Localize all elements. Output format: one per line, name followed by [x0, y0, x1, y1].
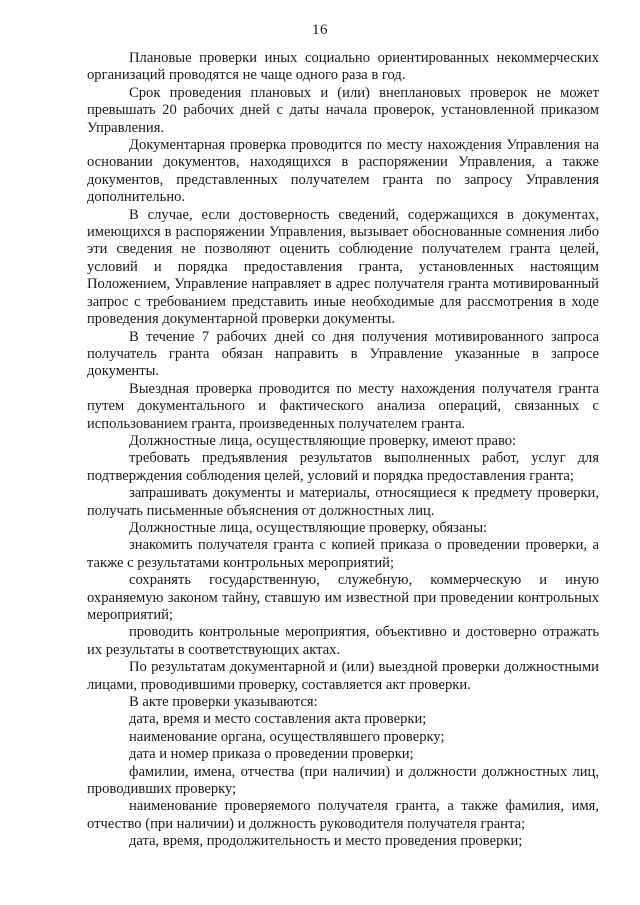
- paragraph-inspection-act: По результатам документарной и (или) выездной проверки должностными лицами, проводившими проверку, составляется акт проверки.: [87, 659, 599, 693]
- paragraph-act-item-recipient: наименование проверяемого получателя гранта, а также фамилия, имя, отчество (при наличии) и должность руководителя получателя гранта;: [87, 798, 599, 832]
- document-body: [87, 50, 599, 851]
- paragraph-right-request-documents: запрашивать документы и материалы, относящиеся к предмету проверки, получать письменные объяснения от должностных лиц.: [87, 485, 599, 519]
- paragraph-act-item-order: дата и номер приказа о проведении проверки;: [129, 746, 414, 763]
- paragraph-planned-inspections-frequency: Плановые проверки иных социально ориентированных некоммерческих организаций проводятся не чаще одного раза в год.: [87, 50, 599, 84]
- page-number: 16: [312, 22, 328, 38]
- paragraph-officials-rights-heading: Должностные лица, осуществляющие проверку, имеют право:: [129, 432, 517, 449]
- paragraph-inspection-duration: Срок проведения плановых и (или) внеплановых проверок не может превышать 20 рабочих дней с даты начала проверок, установленной приказом Управления.: [87, 84, 599, 136]
- paragraph-duty-objectivity: проводить контрольные мероприятия, объективно и достоверно отражать их результаты в соответствующих актах.: [87, 624, 599, 658]
- paragraph-act-item-inspectors: фамилии, имена, отчества (при наличии) и должности должностных лиц, проводивших проверку;: [87, 763, 599, 798]
- paragraph-act-item-date-place: дата, время и место составления акта проверки;: [129, 711, 427, 728]
- paragraph-duty-confidentiality: сохранять государственную, служебную, коммерческую и иную охраняемую законом тайну, ставшую им известной при проведении контрольных мероприятий;: [87, 572, 599, 623]
- paragraph-act-contents-heading: В акте проверки указываются:: [129, 694, 318, 711]
- paragraph-officials-duties-heading: Должностные лица, осуществляющие проверку, обязаны:: [129, 519, 488, 536]
- paragraph-act-item-timing: дата, время, продолжительность и место проведения проверки;: [129, 833, 523, 850]
- paragraph-request-deadline: В течение 7 рабочих дней со дня получения мотивированного запроса получатель гранта обязан направить в Управление указанные в запросе документы.: [87, 328, 599, 380]
- paragraph-documentary-inspection: Документарная проверка проводится по месту нахождения Управления на основании документов, находящихся в распоряжении Управления, а также документов, представленных получателем гранта по запросу Управления дополнительно.: [87, 137, 599, 206]
- paragraph-right-demand-results: требовать предъявления результатов выполненных работ, услуг для подтверждения соблюдения целей, условий и порядка предоставления гранта;: [87, 450, 599, 484]
- paragraph-field-inspection: Выездная проверка проводится по месту нахождения получателя гранта путем документального и фактического анализа операций, связанных с использованием гранта, произведенных получателем гранта.: [87, 380, 599, 432]
- paragraph-duty-inform: знакомить получателя гранта с копией приказа о проведении проверки, а также с результатами контрольных мероприятий;: [87, 537, 599, 571]
- paragraph-reasoned-request: В случае, если достоверность сведений, содержащихся в документах, имеющихся в распоряжении Управления, вызывает обоснованные сомнения либо эти сведения не позволяют оценить соблюдение получателем гранта целей, условий и порядка предоставления гранта, установленных настоящим Положением, Управление направляет в адрес получателя гранта мотивированный запрос с требованием представить иные необходимые для рассмотрения в ходе проведения документарной проверки документы.: [87, 206, 599, 328]
- paragraph-act-item-authority: наименование органа, осуществлявшего проверку;: [129, 728, 445, 745]
